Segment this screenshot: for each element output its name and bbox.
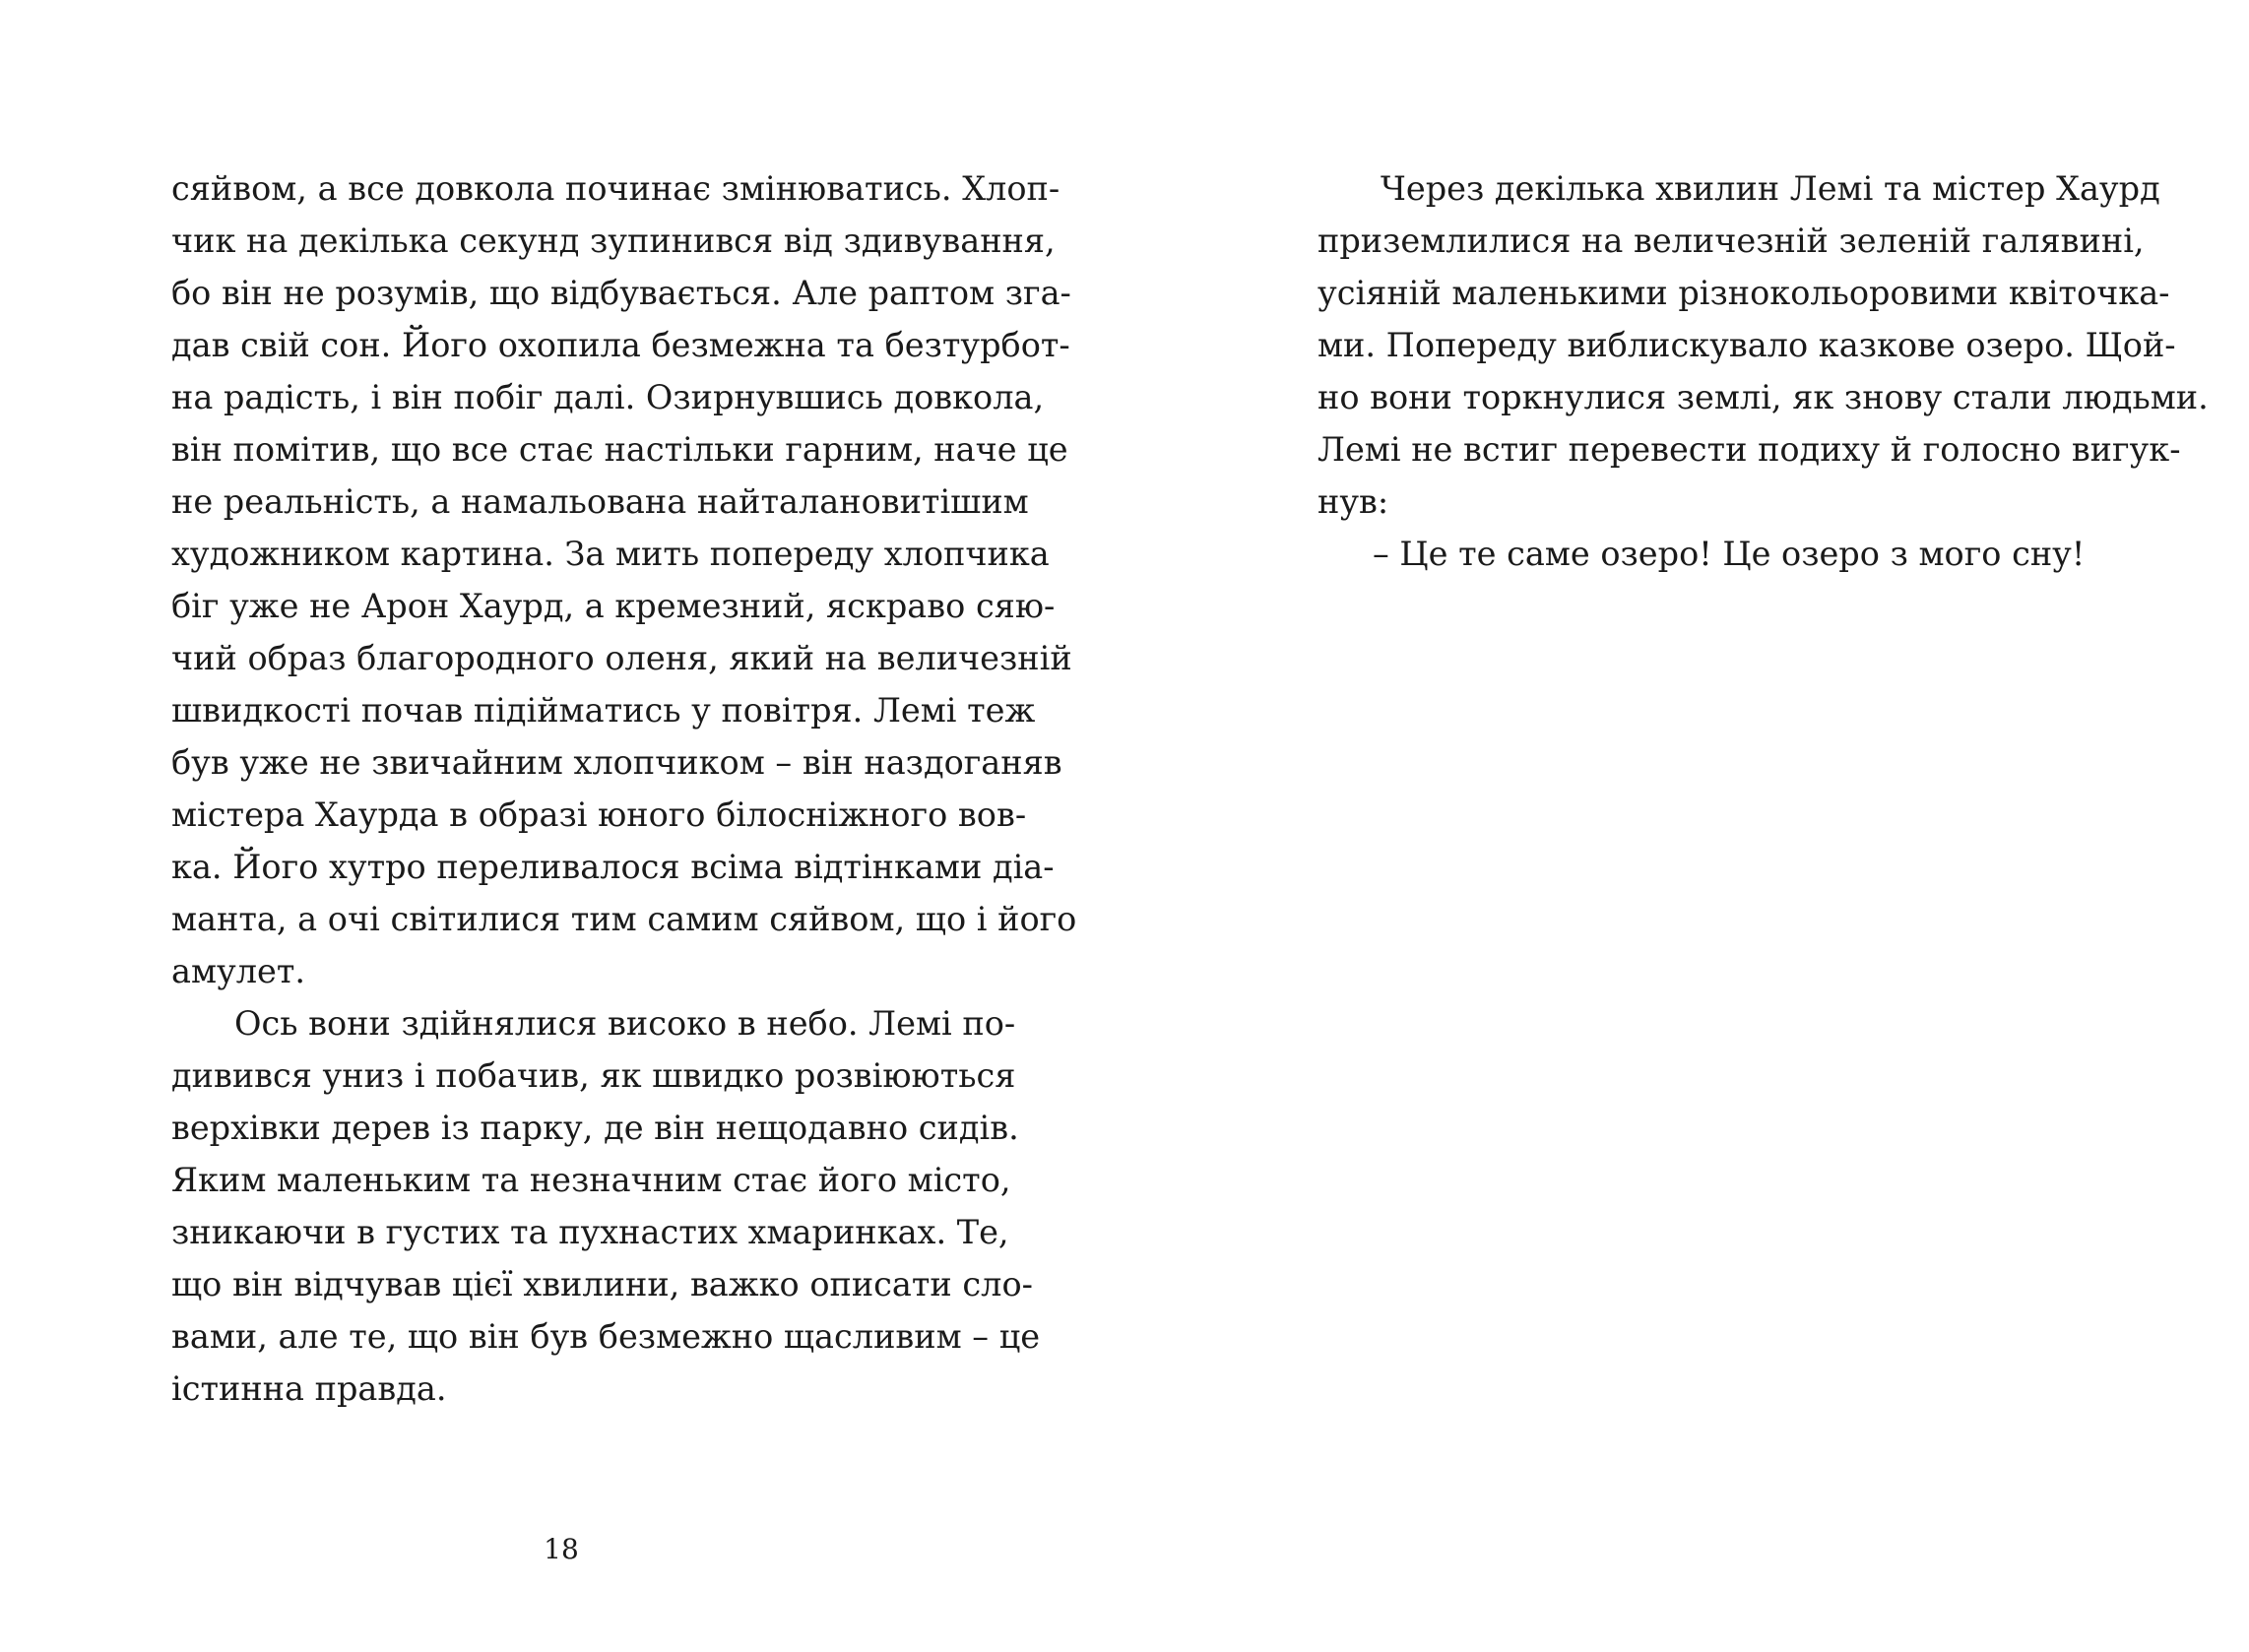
text-line: сяйвом, а все довкола починає змінюватись. Хлоп-	[171, 169, 1060, 208]
paragraph-first-line: Через декілька хвилин Лемі та містер Хаурд	[1381, 169, 2160, 208]
text-line: зникаючи в густих та пухнастих хмаринках. Те,	[171, 1213, 1009, 1251]
text-line: усіяній маленькими різнокольоровими квіточка-	[1317, 274, 2170, 312]
text-line: бо він не розумів, що відбувається. Але раптом зга-	[171, 274, 1071, 312]
text-line: Яким маленьким та незначним стає його місто,	[171, 1161, 1011, 1199]
text-line: містера Хаурда в образі юного білосніжного вов-	[171, 795, 1027, 834]
text-line: но вони торкнулися землі, як знову стали людьми.	[1317, 378, 2209, 416]
text-line: амулет.	[171, 952, 306, 990]
text-line: ми. Попереду виблискувало казкове озеро. Щой-	[1317, 326, 2176, 364]
text-line: істинна правда.	[171, 1369, 447, 1408]
text-line: дав свій сон. Його охопила безмежна та безтурбот-	[171, 326, 1070, 364]
text-line: біг уже не Арон Хаурд, а кремезний, яскраво сяю-	[171, 587, 1056, 625]
page-number: 18	[544, 1533, 579, 1565]
text-line: ка. Його хутро переливалося всіма відтінками діа-	[171, 848, 1055, 886]
dialogue-line: – Це те саме озеро! Це озеро з мого сну!	[1373, 535, 2086, 573]
text-line: манта, а очі світилися тим самим сяйвом, що і його	[171, 900, 1077, 938]
text-line: приземлилися на величезній зеленій галявині,	[1317, 222, 2145, 260]
text-line: не реальність, а намальована найталановитішим	[171, 482, 1029, 521]
text-line: він помітив, що все стає настільки гарним, наче це	[171, 430, 1068, 469]
text-line: художником картина. За мить попереду хлопчика	[171, 535, 1050, 573]
text-line: був уже не звичайним хлопчиком – він наздоганяв	[171, 743, 1062, 782]
text-line: чик на декілька секунд зупинився від здивування,	[171, 222, 1056, 260]
text-line: верхівки дерев із парку, де він нещодавно сидів.	[171, 1109, 1019, 1147]
text-line: на радість, і він побіг далі. Озирнувшись довкола,	[171, 378, 1045, 416]
text-line: Лемі не встиг перевести подиху й голосно вигук-	[1317, 430, 2181, 469]
text-line: чий образ благородного оленя, який на величезній	[171, 639, 1072, 677]
left-page-text	[171, 162, 1077, 1415]
text-line: вами, але те, що він був безмежно щасливим – це	[171, 1317, 1041, 1356]
paragraph-first-line: Ось вони здійнялися високо в небо. Лемі по-	[234, 1004, 1016, 1043]
left-page	[0, 0, 1124, 1652]
right-page-text	[1317, 162, 2209, 580]
text-line: швидкості почав підійматись у повітря. Лемі теж	[171, 691, 1036, 730]
right-page	[1124, 0, 2249, 1652]
text-line: дивився униз і побачив, як швидко розвіюються	[171, 1056, 1016, 1095]
text-line: нув:	[1317, 482, 1389, 521]
text-line: що він відчував цієї хвилини, важко описати сло-	[171, 1265, 1033, 1303]
